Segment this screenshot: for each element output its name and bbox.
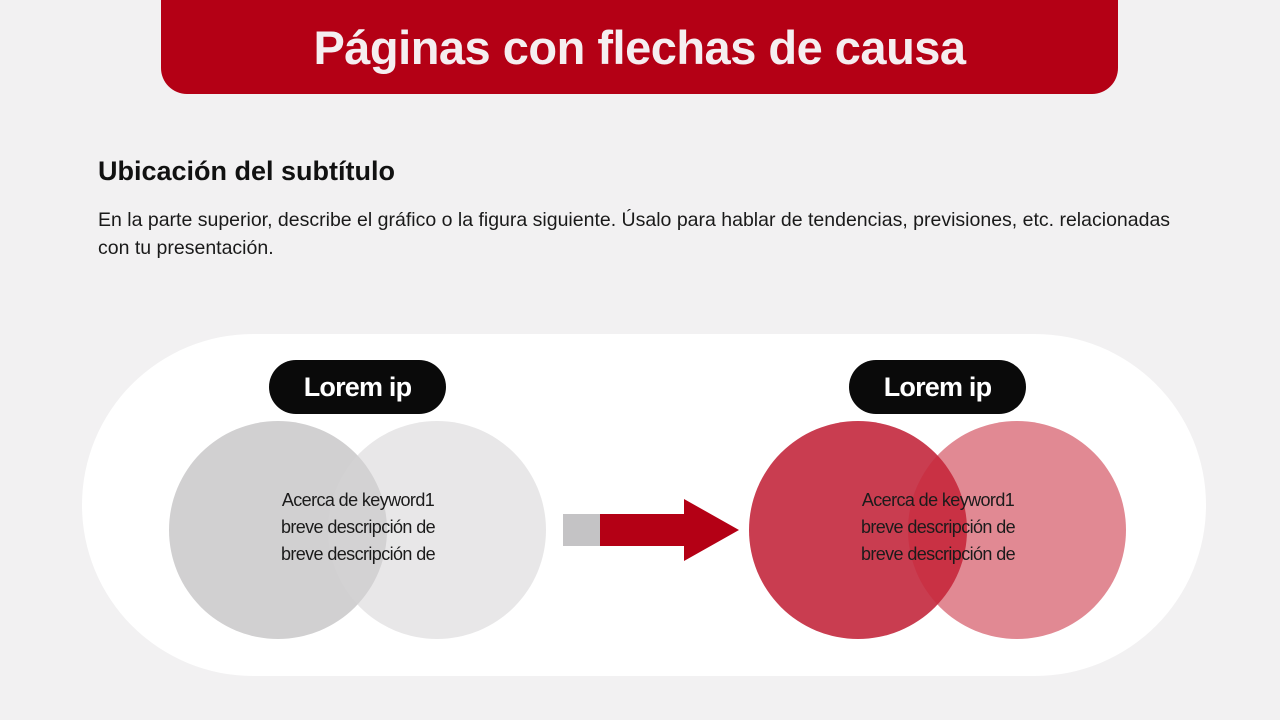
right-text-line-1: Acerca de keyword1 [861, 490, 1015, 510]
left-circle-text [238, 487, 478, 568]
arrow-head [600, 499, 739, 561]
right-circle-text [818, 487, 1058, 568]
page-title: Páginas con flechas de causa [313, 20, 966, 74]
left-text-line-2: breve descripción de [280, 517, 436, 537]
right-label-pill: Lorem ip [849, 360, 1026, 414]
description-text: En la parte superior, describe el gráfico o la figura siguiente. Úsalo para hablar de tendencias, previsiones, etc. relacionadas con tu presentación. [98, 209, 1171, 259]
left-label-pill: Lorem ip [269, 360, 446, 414]
title-banner [161, 0, 1118, 94]
arrow-tail [563, 514, 601, 546]
right-text-line-2: breve descripción de [860, 517, 1016, 537]
subtitle: Ubicación del subtítulo [98, 156, 396, 186]
left-text-line-1: Acerca de keyword1 [281, 490, 435, 510]
right-text-line-3: breve descripción de [860, 544, 1016, 564]
right-arrow-icon [563, 497, 741, 563]
left-text-line-3: breve descripción de [280, 544, 436, 564]
